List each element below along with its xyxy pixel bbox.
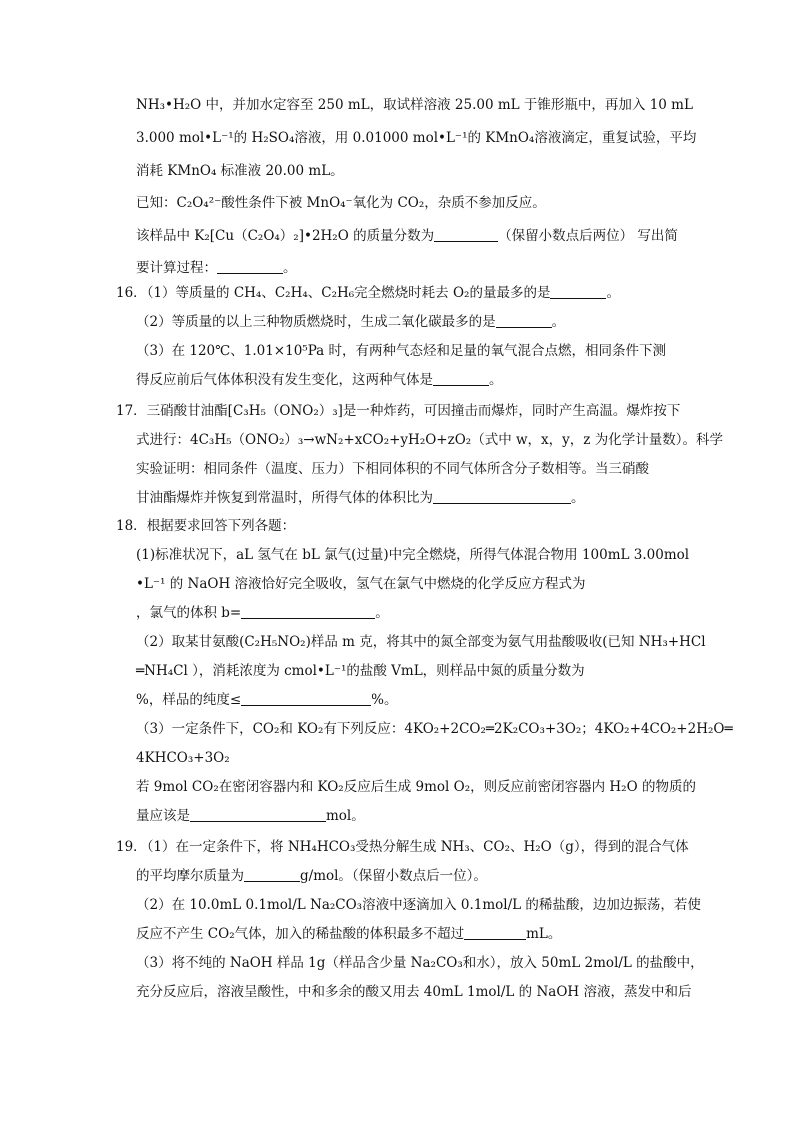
text-segment: %。	[371, 692, 398, 708]
text-line: 3.000 mol•L⁻¹的 H₂SO₄溶液，用 0.01000 mol•L⁻¹的 KMnO₄溶液滴定，重复试验，平均	[136, 130, 697, 146]
text-segment: mol。	[326, 808, 365, 824]
text-line: 式进行：4C₃H₅（ONO₂）₃→wN₂+xCO₂+yH₂O+zO₂（式中 w，x，y，z 为化学计量数）。科学	[136, 432, 723, 448]
text-line: 4KHCO₃+3O₂	[136, 750, 230, 766]
text-line: （2）在 10.0mL 0.1mol/L Na₂CO₃溶液中逐滴加入 0.1mol/L 的稀盐酸，边加边振荡，若使	[136, 897, 701, 913]
text-line: （3）一定条件下，CO₂和 KO₂有下列反应：4KO₂+2CO₂═2K₂CO₃+3O₂；4KO₂+4CO₂+2H₂O═	[136, 721, 733, 737]
text-segment: 的平均摩尔质量为	[136, 868, 244, 884]
text-line: (1)标准状况下，aL 氢气在 bL 氯气(过量)中完全燃烧，所得气体混合物用 100mL 3.00mol	[136, 547, 690, 563]
text-segment: 反应不产生 CO₂气体，加入的稀盐酸的体积最多不超过	[136, 926, 465, 942]
text-line: 消耗 KMnO₄ 标准液 20.00 mL。	[136, 163, 344, 179]
text-segment: mL。	[526, 926, 562, 942]
question-number: 18．	[116, 518, 147, 534]
question-number: 19．	[116, 839, 147, 855]
text-segment: 要计算过程：	[136, 260, 217, 276]
text-segment: 甘油酯爆炸并恢复到常温时，所得气体的体积比为	[136, 490, 433, 506]
text-line	[136, 867, 487, 885]
text-segment: （保留小数点后两位） 写出简	[498, 228, 678, 244]
answer-blank	[496, 314, 552, 328]
question-19	[116, 838, 689, 856]
text-line: 实验证明：相同条件（温度、压力）下相同体积的不同气体所含分子数相等。当三硝酸	[136, 461, 649, 477]
text-segment: 。	[551, 314, 566, 330]
text-segment: %，样品的纯度≤	[136, 692, 242, 708]
text-segment: 得反应前后气体体积没有发生变化，这两种气体是	[136, 372, 433, 388]
text-segment: g/mol。（保留小数点后一位）。	[300, 868, 487, 884]
question-title: 根据要求回答下列各题：	[146, 518, 296, 534]
answer-blank	[433, 372, 489, 386]
text-line	[136, 604, 389, 622]
text-segment: （1）等质量的 CH₄、C₂H₄、C₂H₆完全燃烧时耗去 O₂的量最多的是	[146, 285, 551, 301]
answer-blank	[433, 490, 571, 504]
answer-blank	[217, 260, 283, 274]
text-line	[136, 489, 585, 507]
text-segment: 量应该是	[136, 808, 190, 824]
text-line	[136, 691, 397, 709]
text-line: 若 9mol CO₂在密闭容器内和 KO₂反应后生成 9mol O₂，则反应前密闭容器内 H₂O 的物质的	[136, 779, 696, 795]
text-segment: ，氯气的体积 b=	[136, 605, 242, 621]
question-18	[116, 517, 295, 535]
answer-blank	[190, 808, 326, 822]
text-line: 充分反应后，溶液呈酸性，中和多余的酸又用去 40mL 1mol/L 的 NaOH 溶液，蒸发中和后	[136, 984, 692, 1000]
answer-blank	[550, 285, 606, 299]
text-line: NH₃•H₂O 中，并加水定容至 250 mL，取试样溶液 25.00 mL 于锥形瓶中，再加入 10 mL	[136, 97, 693, 113]
answer-blank	[241, 692, 371, 706]
answer-blank	[244, 868, 300, 882]
answer-blank	[241, 605, 375, 619]
text-segment: 该样品中 K₂[Cu（C₂O₄）₂]•2H₂O 的质量分数为	[136, 228, 435, 244]
text-segment: （1）在一定条件下，将 NH₄HCO₃受热分解生成 NH₃、CO₂、H₂O（g），得到的混合气体	[146, 839, 689, 855]
text-line	[136, 227, 678, 245]
text-segment: 。	[571, 490, 585, 506]
text-line	[136, 925, 561, 943]
text-line: （3）将不纯的 NaOH 样品 1g（样品含少量 Na₂CO₃和水），放入 50mL 2mol/L 的盐酸中，	[136, 955, 704, 971]
text-line	[136, 259, 297, 277]
text-line: 已知：C₂O₄²⁻酸性条件下被 MnO₄⁻氧化为 CO₂，杂质不参加反应。	[136, 195, 546, 211]
text-segment: 。	[606, 285, 620, 301]
answer-blank	[464, 926, 526, 940]
text-segment: 。	[375, 605, 389, 621]
text-line: （3）在 120℃、1.01×10⁵Pa 时，有两种气态烃和足量的氧气混合点燃，相同条件下测	[136, 343, 667, 359]
text-line: •L⁻¹ 的 NaOH 溶液恰好完全吸收，氢气在氯气中燃烧的化学反应方程式为	[136, 576, 586, 592]
text-line	[136, 371, 503, 389]
text-line: （2）取某甘氨酸(C₂H₅NO₂)样品 m 克，将其中的氮全部变为氨气用盐酸吸收(已知 NH₃+HCl	[136, 634, 706, 650]
question-number: 16．	[116, 285, 147, 301]
question-16	[116, 284, 620, 302]
answer-blank	[434, 228, 498, 242]
text-line: ═NH₄Cl ），消耗浓度为 cmol•L⁻¹的盐酸 VmL，则样品中氮的质量分数为	[136, 663, 585, 679]
text-segment: 。	[283, 260, 297, 276]
text-segment: （2）等质量的以上三种物质燃烧时，生成二氧化碳最多的是	[136, 314, 496, 330]
question-17	[116, 402, 680, 420]
text-line	[136, 313, 565, 331]
text-segment: 。	[489, 372, 503, 388]
text-segment: 三硝酸甘油酯[C₃H₅（ONO₂）₃]是一种炸药，可因撞击而爆炸，同时产生高温。爆炸按下	[146, 403, 681, 419]
text-line	[136, 807, 365, 825]
question-number: 17．	[116, 403, 147, 419]
